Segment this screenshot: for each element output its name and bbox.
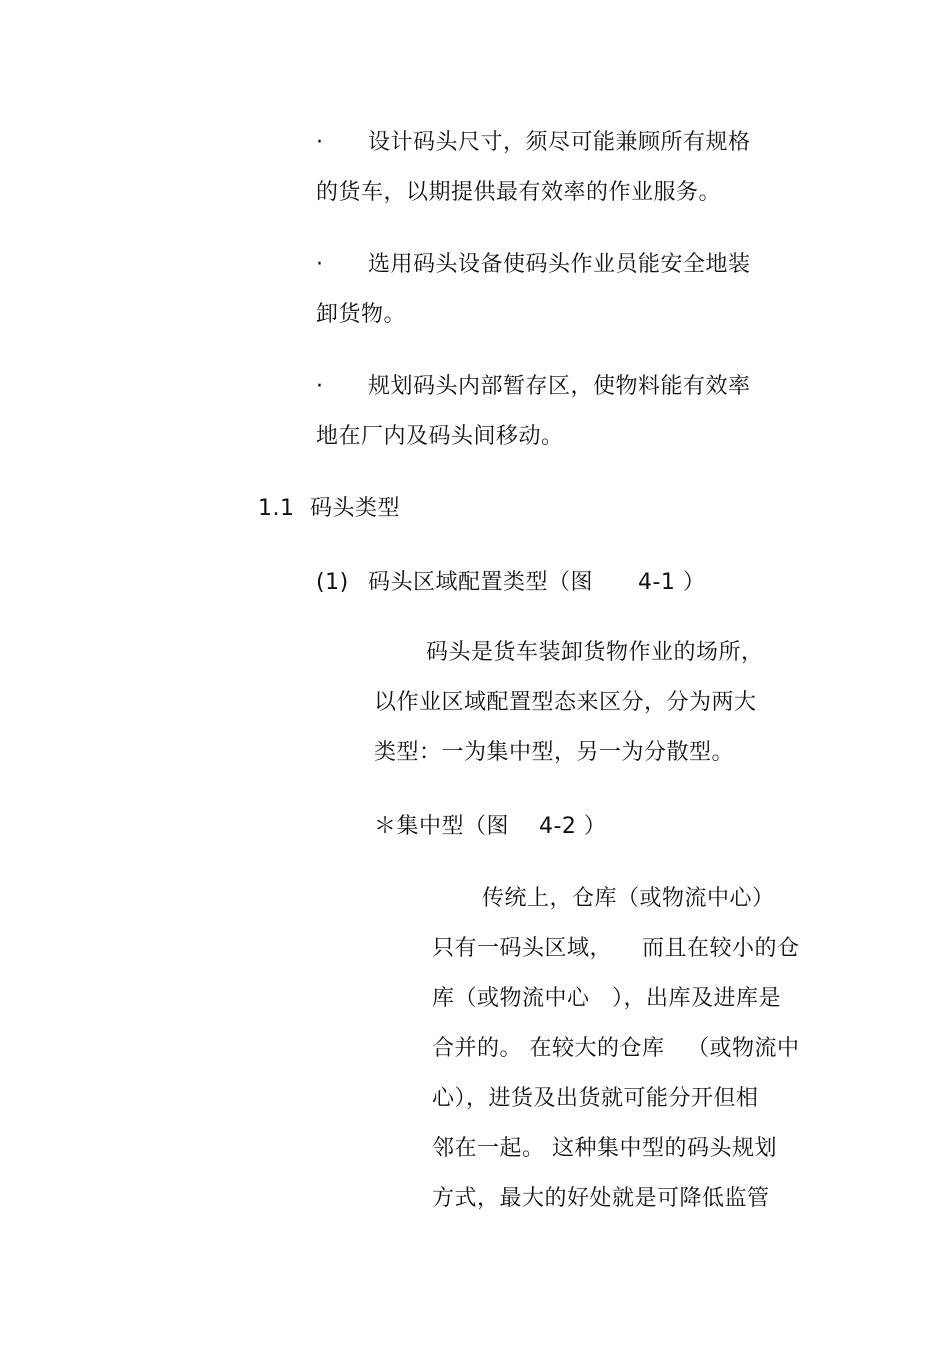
- bullet-text-line: 规划码头内部暂存区，使物料能有效率: [368, 374, 751, 399]
- bullet-text-line: 地在厂内及码头间移动。: [316, 424, 564, 449]
- subsection-number: (1): [316, 570, 349, 595]
- detail-paragraph-line: 库（或物流中心 ），出库及进库是: [432, 986, 781, 1011]
- detail-paragraph-line: 只有一码头区域， 而且在较小的仓: [432, 936, 800, 961]
- subheading: ＊集中型（图 4-2 ）: [374, 814, 607, 839]
- bullet-marker: ·: [316, 374, 323, 399]
- bullet-text-line: 卸货物。: [316, 302, 407, 327]
- bullet-text-line: 的货车，以期提供最有效率的作业服务。: [316, 180, 722, 205]
- detail-paragraph-line: 合并的。 在较大的仓库 （或物流中: [432, 1036, 800, 1061]
- intro-paragraph-line: 类型：一为集中型，另一为分散型。: [374, 740, 735, 765]
- bullet-marker: ·: [316, 252, 323, 277]
- bullet-marker: ·: [316, 130, 323, 155]
- bullet-text-line: 设计码头尺寸，须尽可能兼顾所有规格: [368, 130, 751, 155]
- detail-paragraph-line: 邻在一起。 这种集中型的码头规划: [432, 1136, 777, 1161]
- bullet-text-line: 选用码头设备使码头作业员能安全地装: [368, 252, 751, 277]
- detail-paragraph-line: 方式，最大的好处就是可降低监管: [432, 1186, 770, 1211]
- detail-paragraph-line: 传统上，仓库（或物流中心）: [482, 886, 775, 911]
- detail-paragraph-line: 心），进货及出货就可能分开但相: [432, 1086, 759, 1111]
- section-number: 1.1: [258, 496, 295, 521]
- subsection-title: 码头区域配置类型（图 4-1 ）: [368, 570, 706, 595]
- section-title: 码头类型: [310, 496, 401, 521]
- intro-paragraph-line: 以作业区域配置型态来区分，分为两大: [374, 690, 757, 715]
- intro-paragraph-line: 码头是货车装卸货物作业的场所，: [426, 640, 764, 665]
